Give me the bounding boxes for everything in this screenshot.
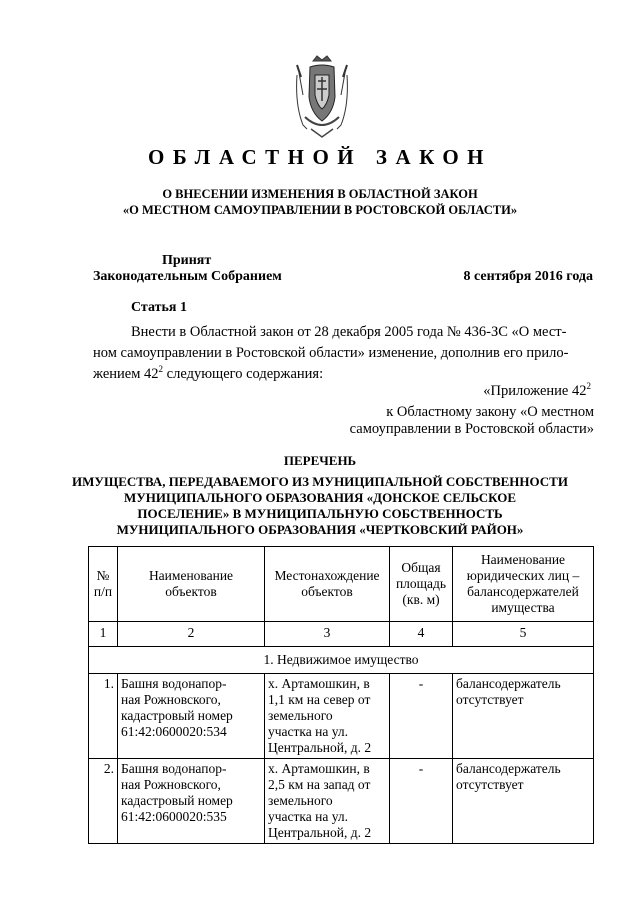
section-row [89,647,594,674]
property-table [88,546,594,844]
object-area: - [390,674,453,759]
appendix-superscript: 2 [586,381,591,391]
appendix-label [483,383,591,400]
header-cell-location: Местонахождение объектов [265,547,390,622]
document-subtitle-line2: «О МЕСТНОМ САМОУПРАВЛЕНИИ В РОСТОВСКОЙ ОБЛАСТИ» [122,203,518,217]
object-holder: балансодержатель отсутствует [453,674,594,759]
column-number-cell: 3 [265,622,390,647]
list-subtitle-line4: МУНИЦИПАЛЬНОГО ОБРАЗОВАНИЯ «ЧЕРТКОВСКИЙ РАЙОН» [116,522,524,537]
column-number-cell: 2 [118,622,265,647]
appendix-ref-line1: к Областному закону «О местном [386,404,594,420]
document-subtitle-line1: О ВНЕСЕНИИ ИЗМЕНЕНИЯ В ОБЛАСТНОЙ ЗАКОН [162,187,478,201]
list-subtitle-line1: ИМУЩЕСТВА, ПЕРЕДАВАЕМОГО ИЗ МУНИЦИПАЛЬНОЙ СОБСТВЕННОСТИ [72,474,568,489]
appendix-ref-line2: самоуправлении в Ростовской области» [349,421,594,437]
article-text-line3-post: следующего содержания: [163,366,324,382]
object-name: Башня водонапор- ная Рожновского, кадастровый номер 61:42:0600020:534 [118,674,265,759]
column-number-cell: 5 [453,622,594,647]
article-text-line3-pre: жением 42 [93,366,159,382]
article-superscript: 2 [158,364,164,374]
article-text-line2: ном самоуправлении в Ростовской области» изменение, дополнив его прило- [93,345,569,361]
document-title: ОБЛАСТНОЙ ЗАКОН [147,145,492,169]
list-subtitle-line2: МУНИЦИПАЛЬНОГО ОБРАЗОВАНИЯ «ДОНСКОЕ СЕЛЬСКОЕ [123,490,516,505]
column-number-row [89,622,594,647]
table-row [89,759,594,844]
adoption-body: Законодательным Собранием [93,269,282,284]
object-location: х. Артамошкин, в 2,5 км на запад от земельного участка на ул. Центральной, д. 2 [265,759,390,844]
list-subtitle-line3: ПОСЕЛЕНИЕ» В МУНИЦИПАЛЬНУЮ СОБСТВЕННОСТЬ [137,506,503,521]
header-cell-name: Наименование объектов [118,547,265,622]
article-text-line3 [93,366,323,383]
adoption-label: Принят [162,253,212,268]
object-area: - [390,759,453,844]
row-number: 2. [89,759,118,844]
header-cell-area: Общая площадь (кв. м) [390,547,453,622]
coat-of-arms-emblem [293,55,351,139]
header-cell-number: № п/п [89,547,118,622]
header-cell-holder: Наименование юридических лиц – балансодержателей имущества [453,547,594,622]
column-number-cell: 1 [89,622,118,647]
object-name: Башня водонапор- ная Рожновского, кадастровый номер 61:42:0600020:535 [118,759,265,844]
list-title: ПЕРЕЧЕНЬ [283,453,357,468]
row-number: 1. [89,674,118,759]
article-text-line1: Внести в Областной закон от 28 декабря 2005 года № 436-ЗС «О мест- [131,324,567,340]
column-number-cell: 4 [390,622,453,647]
table-row [89,674,594,759]
table-header-row [89,547,594,622]
adoption-date: 8 сентября 2016 года [463,269,593,284]
object-location: х. Артамошкин, в 1,1 км на север от земельного участка на ул. Центральной, д. 2 [265,674,390,759]
object-holder: балансодержатель отсутствует [453,759,594,844]
article-heading: Статья 1 [131,300,187,315]
appendix-label-text: «Приложение 42 [483,383,587,399]
section-title: 1. Недвижимое имущество [89,647,594,674]
